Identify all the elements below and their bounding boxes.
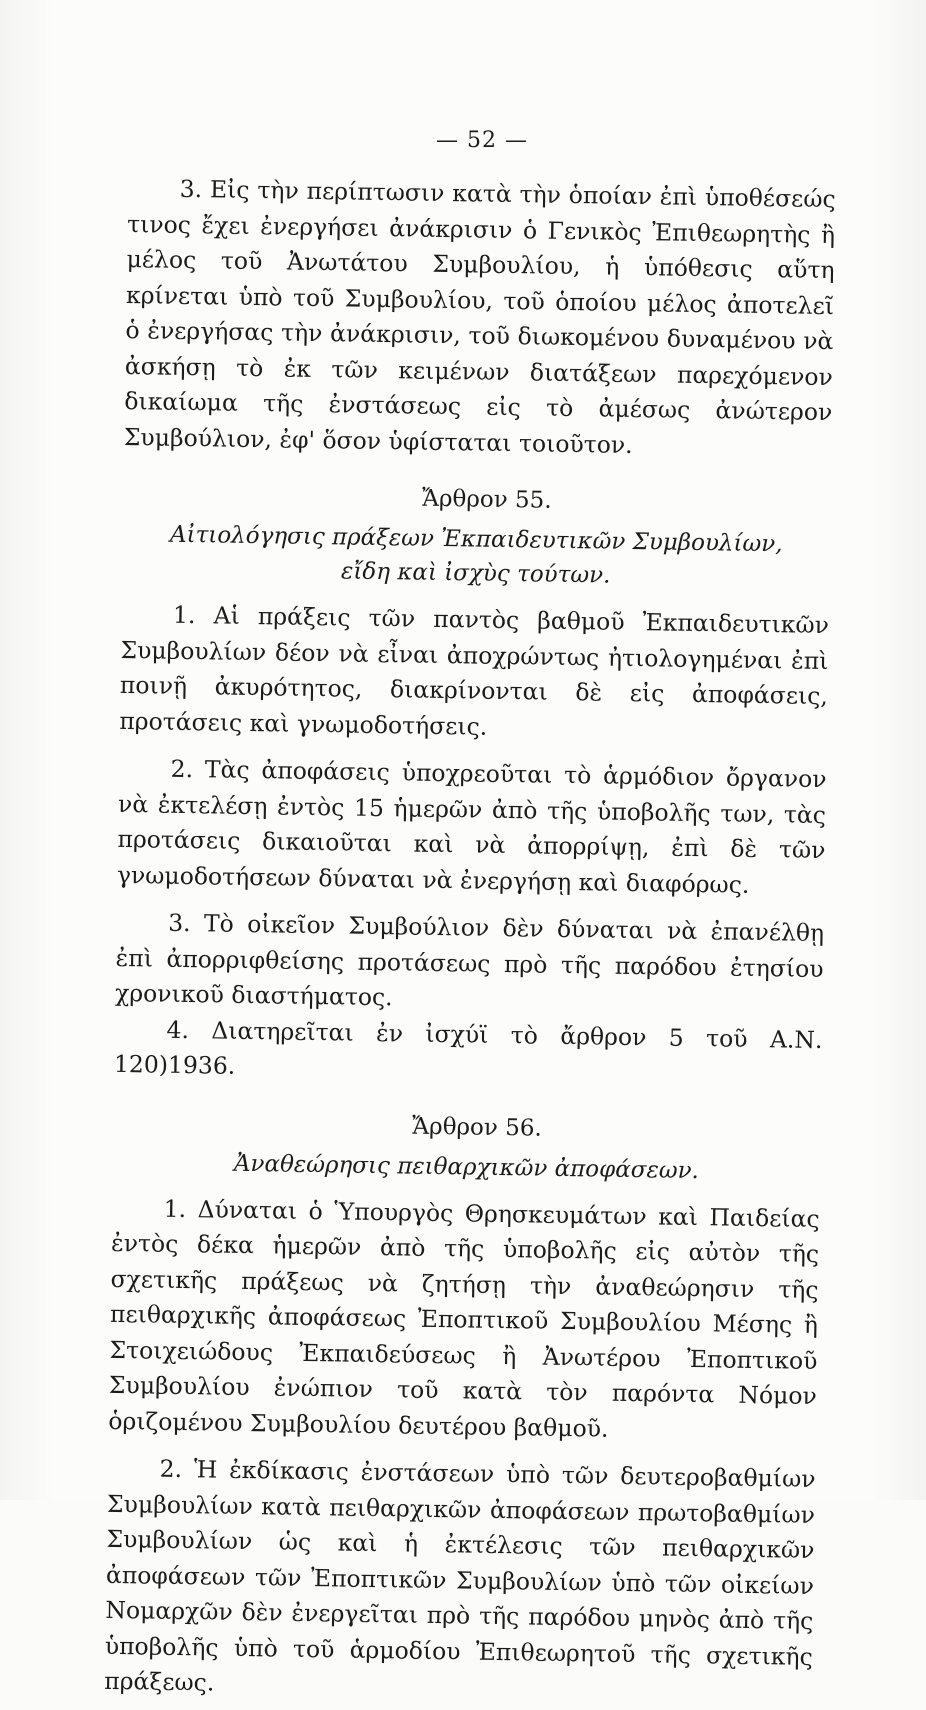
article-55-paragraph-1: 1. Αἱ πράξεις τῶν παντὸς βαθμοῦ Ἐκπαιδευτικῶν Συμβουλίων δέον νὰ εἶναι ἀποχρώντως ἠτιολογημέναι ἐπὶ ποινῇ ἀκυρότητος, διακρίνονται δὲ εἰς ἀποφάσεις, προτάσεις καὶ γνωμοδοτήσεις. <box>119 600 830 741</box>
article-55-subtitle <box>121 517 830 596</box>
article-56-paragraph-1: 1. Δύναται ὁ Ὑπουργὸς Θρησκευμάτων καὶ Παιδείας ἐντὸς δέκα ἡμερῶν ἀπὸ τῆς ὑποβολῆς εἰς αὐτὸν τῆς σχετικῆς πράξεως νὰ ζητήσῃ τὴν ἀναθεώρησιν τῆς πειθαρχικῆς ἀποφάσεως Ἐποπτικοῦ Συμβουλίου Μέσης ἢ Στοιχειώδους Ἐκπαιδεύσεως ἢ Ἀνωτέρου Ἐποπτικοῦ Συμβουλίου ἐνώπιον τοῦ κατὰ τὸν παρόντα Νόμον ὁριζομένου Συμβουλίου δευτέρου βαθμοῦ. <box>108 1194 820 1443</box>
page-body <box>104 171 836 1710</box>
article-55-paragraph-3: 3. Τὸ οἰκεῖον Συμβούλιον δὲν δύναται νὰ ἐπανέλθῃ ἐπὶ ἀπορριφθείσης προτάσεως πρὸ τῆς παρόδου ἐτησίου χρονικοῦ διαστήματος. <box>114 908 825 1012</box>
page-number: — 52 — <box>436 128 528 153</box>
article-55-heading: Ἄρθρον 55. <box>421 485 552 514</box>
paragraph-3-intro: 3. Εἰς τὴν περίπτωσιν κατὰ τὴν ὁποίαν ἐπὶ ὑποθέσεώς τινος ἔχει ἐνεργήσει ἀνάκρισιν ὁ Γενικὸς Ἐπιθεωρητὴς ἢ μέλος τοῦ Ἀνωτάτου Συμβουλίου, ἡ ὑπόθεσις αὕτη κρίνεται ὑπὸ τοῦ Συμβουλίου, τοῦ ὁποίου μέλος ἀποτελεῖ ὁ ἐνεργήσας τὴν ἀνάκρισιν, τοῦ διωκομένου δυναμένου νὰ ἀσκήσῃ τὸ ἐκ τῶν κειμένων διατάξεων παρεχόμενον δικαίωμα τῆς ἐνστάσεως εἰς τὸ ἀμέσως ἀνώτερον Συμβούλιον, ἐφ' ὅσον ὑφίσταται τοιοῦτον. <box>123 174 836 459</box>
article-55-paragraph-4: 4. Διατηρεῖται ἐν ἰσχύϊ τὸ ἄρθρον 5 τοῦ Α.Ν. 120)1936. <box>113 1015 823 1080</box>
article-55-subtitle-line1: Αἰτιολόγησις πράξεων Ἐκπαιδευτικῶν Συμβουλίων, <box>169 521 783 558</box>
article-56-subtitle: Ἀναθεώρησις πειθαρχικῶν ἀποφάσεων. <box>233 1150 700 1184</box>
article-55-paragraph-2: 2. Τὰς ἀποφάσεις ὑποχρεοῦται τὸ ἁρμόδιον ὄργανον νὰ ἐκτελέσῃ ἐντὸς 15 ἡμερῶν ἀπὸ τῆς ὑποβολῆς των, τὰς προτάσεις δικαιοῦται καὶ νὰ ἀπορρίψῃ, ἐπὶ δὲ τῶν γνωμοδοτήσεων δύναται νὰ ἐνεργήσῃ καὶ διαφόρως. <box>116 754 827 899</box>
article-56-heading: Ἄρθρον 56. <box>412 1113 542 1142</box>
article-56-paragraph-2: 2. Ἡ ἐκδίκασις ἐνστάσεων ὑπὸ τῶν δευτεροβαθμίων Συμβουλίων κατὰ πειθαρχικῶν ἀποφάσεων πρωτοβαθμίων Συμβουλίων ὡς καὶ ἡ ἐκτέλεσις τῶν πειθαρχικῶν ἀποφάσεων τῶν Ἐποπτικῶν Συμβουλίων ὑπὸ τῶν οἰκείων Νομαρχῶν δὲν ἐνεργεῖται πρὸ τῆς παρόδου μηνὸς ἀπὸ τῆς ὑποβολῆς ὑπὸ τοῦ ἁρμοδίου Ἐπιθεωρητοῦ τῆς σχετικῆς πράξεως. <box>104 1454 816 1697</box>
article-55-subtitle-line2: εἴδη καὶ ἰσχὺς τούτων. <box>340 558 611 589</box>
